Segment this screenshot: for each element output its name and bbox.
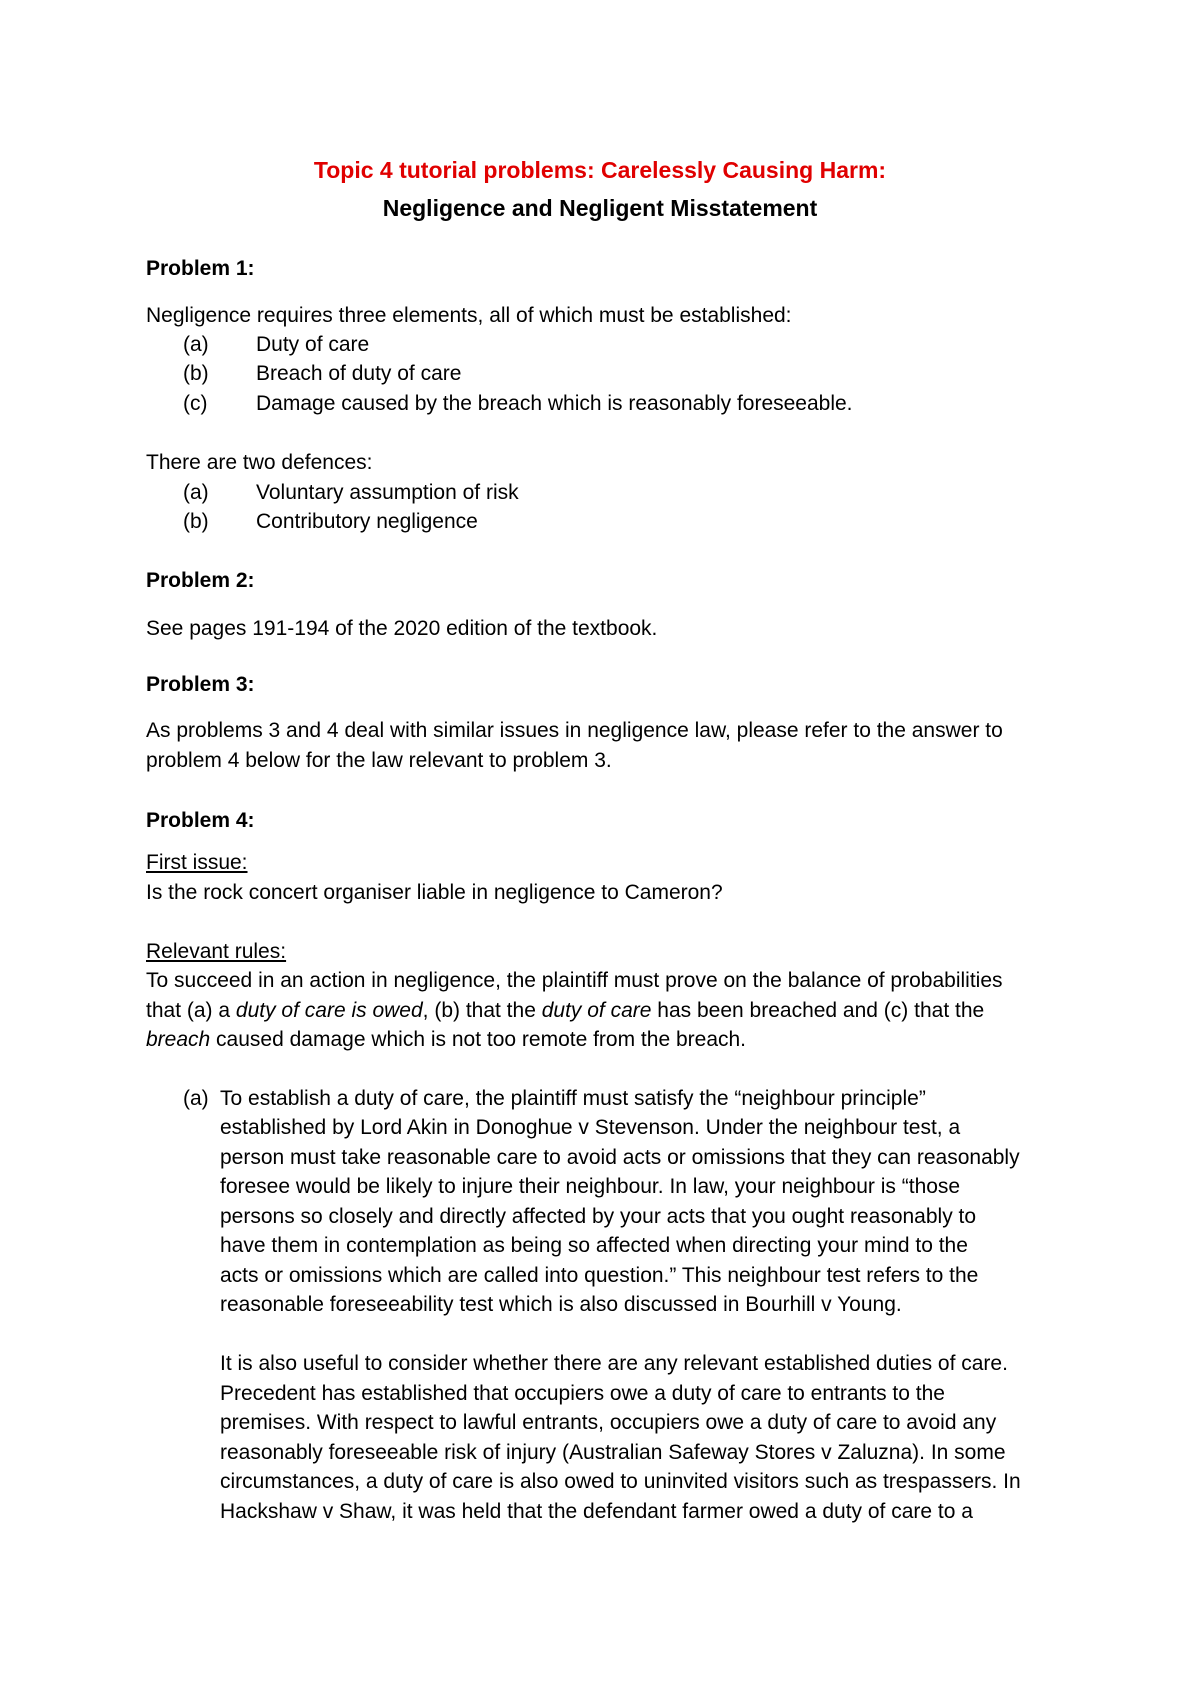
rules-line-3: [146, 1025, 746, 1055]
item-a-label: (a): [183, 1087, 209, 1110]
defence-a-label: (a): [183, 481, 209, 504]
item-a-para2-line-3: premises. With respect to lawful entrants, occupiers owe a duty of care to avoid any: [220, 1411, 997, 1434]
document-title: Topic 4 tutorial problems: Carelessly Causing Harm:: [313, 157, 887, 183]
rules-line-1: To succeed in an action in negligence, the plaintiff must prove on the balance of probabilities: [146, 969, 1003, 992]
problem-1-heading: Problem 1:: [146, 257, 255, 280]
problem-4-heading: Problem 4:: [146, 809, 255, 832]
item-a-line-3: person must take reasonable care to avoid acts or omissions that they can reasonably: [220, 1146, 1020, 1169]
item-a-line-1: To establish a duty of care, the plaintiff must satisfy the “neighbour principle”: [220, 1087, 926, 1110]
element-b-label: (b): [183, 362, 209, 385]
document-subtitle: Negligence and Negligent Misstatement: [382, 195, 818, 221]
problem-2-heading: Problem 2:: [146, 569, 255, 592]
rules-line-2-part-b: duty of care is owed: [235, 999, 423, 1022]
problem-1-intro: Negligence requires three elements, all of which must be established:: [146, 304, 792, 327]
item-a-para2-line-5: circumstances, a duty of care is also owed to uninvited visitors such as trespassers. In: [220, 1470, 1021, 1493]
item-a-para2-line-4: reasonably foreseeable risk of injury (Australian Safeway Stores v Zaluzna). In some: [220, 1441, 1006, 1464]
problem-3-line-2: problem 4 below for the law relevant to problem 3.: [146, 749, 612, 772]
element-c-text: Damage caused by the breach which is reasonably foreseeable.: [256, 392, 853, 415]
item-a-line-6: have them in contemplation as being so affected when directing your mind to the: [220, 1234, 968, 1257]
defence-a-text: Voluntary assumption of risk: [256, 481, 519, 504]
rules-line-2-part-d: duty of care: [541, 999, 652, 1022]
defence-b-label: (b): [183, 510, 209, 533]
item-a-line-2: established by Lord Akin in Donoghue v Stevenson. Under the neighbour test, a: [220, 1116, 961, 1139]
rules-line-2: [146, 996, 984, 1026]
item-a-line-5: persons so closely and directly affected by your acts that you ought reasonably to: [220, 1205, 977, 1228]
element-b-text: Breach of duty of care: [256, 362, 462, 385]
rules-line-2-part-a: that (a) a: [146, 999, 236, 1022]
relevant-rules-heading: Relevant rules:: [146, 940, 287, 963]
defences-intro: There are two defences:: [146, 451, 373, 474]
problem-3-line-1: As problems 3 and 4 deal with similar issues in negligence law, please refer to the answer to: [146, 719, 1003, 742]
rules-line-2-part-e: has been breached and (c) that the: [651, 999, 985, 1022]
first-issue-heading: First issue:: [146, 851, 248, 874]
item-a-line-8: reasonable foreseeability test which is also discussed in Bourhill v Young.: [220, 1293, 902, 1316]
element-a-text: Duty of care: [256, 333, 370, 356]
element-a-label: (a): [183, 333, 209, 356]
first-issue-text: Is the rock concert organiser liable in negligence to Cameron?: [146, 881, 723, 904]
item-a-para2-line-6: Hackshaw v Shaw, it was held that the defendant farmer owed a duty of care to a: [220, 1500, 973, 1523]
rules-line-3-part-b: caused damage which is not too remote from the breach.: [210, 1028, 747, 1051]
rules-line-3-part-a: breach: [146, 1028, 211, 1051]
element-c-label: (c): [183, 392, 208, 415]
problem-2-text: See pages 191-194 of the 2020 edition of the textbook.: [146, 617, 658, 640]
item-a-line-7: acts or omissions which are called into question.” This neighbour test refers to the: [220, 1264, 979, 1287]
defence-b-text: Contributory negligence: [256, 510, 478, 533]
item-a-para2-line-2: Precedent has established that occupiers owe a duty of care to entrants to the: [220, 1382, 945, 1405]
item-a-line-4: foresee would be likely to injure their neighbour. In law, your neighbour is “those: [220, 1175, 961, 1198]
rules-line-2-part-c: , (b) that the: [422, 999, 542, 1022]
item-a-para2-line-1: It is also useful to consider whether there are any relevant established duties of care.: [220, 1352, 1008, 1375]
problem-3-heading: Problem 3:: [146, 673, 255, 696]
